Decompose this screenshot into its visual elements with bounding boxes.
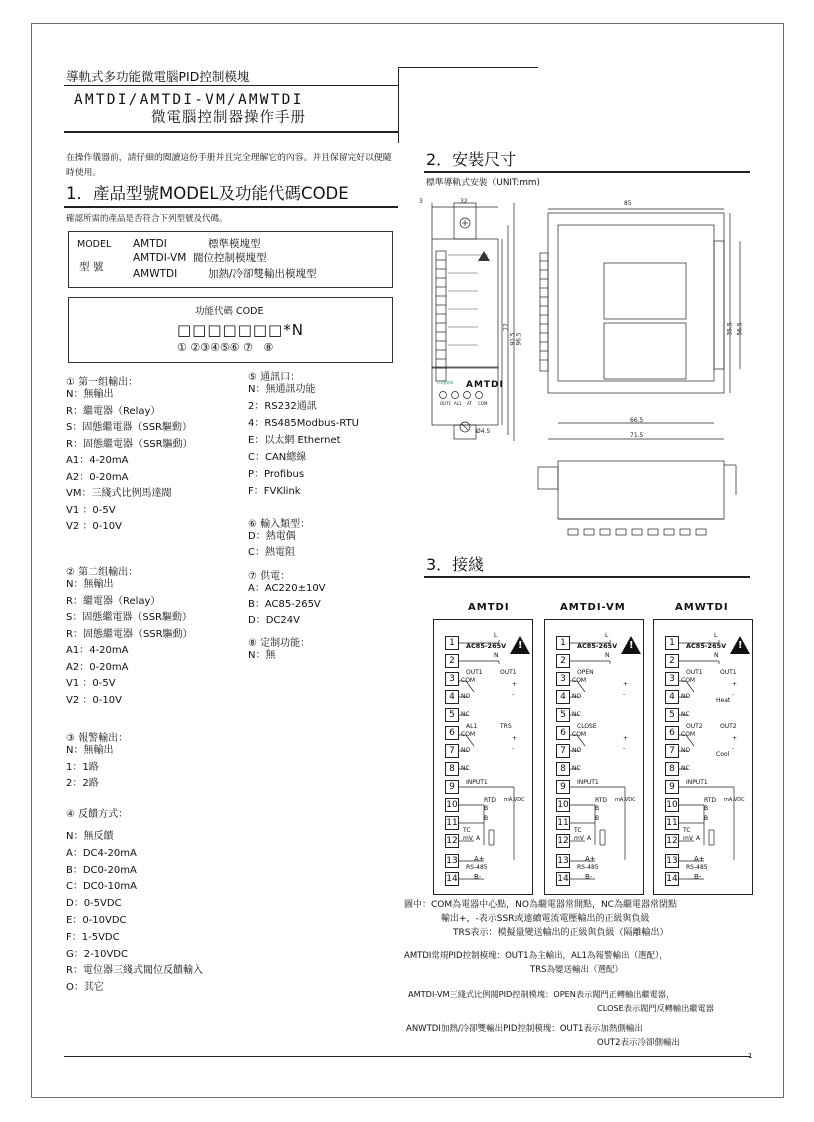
dim-77: 77 — [502, 323, 510, 331]
label-no: NO — [572, 747, 582, 754]
list-item: R：電位器三綫式閥位反饋輸入 — [66, 965, 203, 977]
list-item: A：DC4-20mA — [66, 847, 137, 859]
list-item: C：DC0-10mA — [66, 881, 137, 893]
terminal-8: 8 — [556, 762, 570, 776]
label-nc: NC — [461, 765, 470, 772]
section-2-rule — [424, 171, 750, 173]
label-nc: NC — [461, 711, 470, 718]
label-rs485: RS-485 — [686, 864, 708, 871]
label-plus: + — [732, 735, 738, 742]
terminal-2: 2 — [556, 654, 570, 668]
label-minus: - — [732, 745, 735, 752]
side-view-terminals — [540, 253, 548, 371]
bottom-view-body — [558, 461, 724, 519]
label-l: L — [714, 632, 718, 639]
label-b: B — [595, 805, 600, 812]
front-led-2 — [452, 392, 459, 399]
label-ma-vdc: mA,VDC — [615, 797, 636, 803]
terminal-4: 4 — [556, 690, 570, 704]
terminal-6-label: CLOSE — [577, 723, 597, 730]
label-b: B — [704, 815, 709, 822]
model-label-cn: 型 號 — [79, 261, 104, 273]
terminal-14: 14 — [557, 874, 569, 884]
list-item: C：熱電阻 — [248, 547, 295, 558]
wiring-panel-2 — [544, 619, 644, 895]
terminal-12: 12 — [666, 836, 678, 846]
device-port-2: AL1 — [454, 401, 462, 406]
label-rtd: RTD — [704, 797, 717, 804]
list-item: V2 ：0-10V — [66, 521, 122, 532]
section-3-rule — [424, 576, 750, 578]
confirm-text: 確認所需的產品是否符合下列型號及代碼。 — [66, 214, 228, 224]
label-rtd: RTD — [484, 797, 497, 804]
terminal-9: 9 — [445, 780, 459, 794]
list-item: 1：1路 — [66, 761, 99, 773]
section-3-heading: 3．接綫 — [426, 555, 485, 574]
label-plus: + — [512, 735, 518, 742]
note-4b: OUT2表示冷卻側輸出 — [597, 1038, 681, 1048]
label-input1: INPUT1 — [577, 779, 599, 786]
side-terminal-dividers — [540, 261, 548, 360]
terminal-3: 3 — [556, 672, 570, 686]
list-item: N：無反饋 — [66, 831, 114, 842]
model-name-1: AMTDI — [133, 238, 167, 250]
list-item: N：無輸出 — [66, 745, 114, 756]
dim-96-5: 96.5 — [515, 332, 523, 346]
terminal-6-label: OUT2 — [686, 723, 703, 730]
note-4a: ANWTDI加熱/冷卻雙輸出PID控制模塊：OUT1表示加熱側輸出 — [406, 1024, 643, 1034]
list-item: C：CAN總線 — [248, 452, 307, 463]
dim-66-5: 66.5 — [630, 417, 644, 424]
front-led-4 — [476, 392, 483, 399]
list-item: E：0-10VDC — [66, 915, 127, 926]
device-port-3: AT — [467, 401, 472, 406]
list-item: R：固態繼電器（SSR驅動） — [66, 438, 193, 450]
label-tc: TC — [463, 827, 471, 834]
list-item: B：AC85-265V — [248, 599, 321, 610]
code-boxes: □□□□□□□*N — [177, 321, 304, 339]
list-item: S：固態繼電器（SSR驅動） — [66, 612, 192, 623]
label-plus: + — [732, 681, 738, 688]
label-rtd: RTD — [595, 797, 608, 804]
list-g7-title: ⑦ 供電： — [248, 571, 291, 582]
side-rail-clip — [714, 241, 724, 369]
list-item: F：1-5VDC — [66, 931, 120, 943]
list-g6-title: ⑥ 輸入類型： — [248, 519, 311, 530]
terminal-1: 1 — [445, 636, 459, 650]
warning-icon: ! — [621, 636, 641, 654]
terminal-7: 7 — [445, 744, 459, 758]
label-plus: + — [512, 681, 518, 688]
model-name-3: AMWTDI — [133, 268, 178, 280]
list-item: R：固態繼電器（SSR驅動） — [66, 628, 193, 640]
terminal-6-label-b: OUT2 — [720, 723, 737, 730]
terminal-10: 10 — [666, 800, 678, 810]
front-mini-diagram — [448, 255, 488, 345]
terminal-6: 6 — [556, 726, 570, 740]
front-led-3 — [464, 392, 471, 399]
terminal-6-label: AL1 — [466, 723, 478, 730]
label-nc: NC — [681, 711, 690, 718]
label-ma-vdc: mA,VDC — [504, 797, 525, 803]
warning-icon: ! — [730, 636, 750, 654]
list-item: N：無輸出 — [66, 389, 114, 400]
dim-hole-4-5: Ø4.5 — [476, 428, 491, 435]
warning-mini — [478, 251, 490, 261]
output-label-heat: Heat — [716, 697, 731, 704]
list-item: 2：2路 — [66, 778, 99, 789]
dim-35-5: 35.5 — [726, 322, 734, 336]
terminal-3-label-b: OUT1 — [720, 669, 737, 676]
header-rule-top — [64, 85, 398, 86]
terminal-6-label-b: TRS — [500, 723, 512, 730]
dim-91-5: 91.5 — [509, 332, 517, 346]
wiring-panel-1 — [433, 619, 533, 895]
list-g3-title: ③ 報警輸出： — [66, 733, 129, 744]
list-item: 4：RS485Modbus-RTU — [248, 418, 359, 429]
terminal-7: 7 — [556, 744, 570, 758]
label-l: L — [494, 632, 498, 639]
ac-supply-label: AC85-265V — [686, 642, 727, 650]
device-port-1: OUT1 — [440, 401, 452, 406]
list-g4-title: ④ 反饋方式： — [66, 809, 129, 820]
dim-56-5: 56.5 — [736, 322, 744, 336]
section-2-heading: 2．安裝尺寸 — [426, 150, 517, 169]
label-no: NO — [681, 747, 691, 754]
footer-rule — [64, 1056, 750, 1057]
list-item: A1：4-20mA — [66, 645, 129, 656]
dimension-drawing — [418, 195, 752, 550]
list-item: N：無通訊功能 — [248, 384, 316, 395]
terminal-13: 13 — [446, 856, 458, 866]
terminal-2: 2 — [665, 654, 679, 668]
model-desc-3: 加熱/冷卻雙輸出模塊型 — [208, 268, 317, 280]
list-item: R：繼電器（Relay） — [66, 595, 161, 607]
side-view-window-1 — [604, 263, 686, 319]
list-item: 2：RS232通訊 — [248, 401, 317, 412]
label-n: N — [494, 652, 499, 659]
terminal-11: 11 — [666, 818, 678, 828]
list-item: A2：0-20mA — [66, 471, 129, 483]
terminal-12: 12 — [446, 836, 458, 846]
label-no: NO — [572, 693, 582, 700]
terminal-8: 8 — [445, 762, 459, 776]
list-item: F：FVKlink — [248, 486, 301, 497]
title-line-2: AMTDI/AMTDI-VM/AMWTDI — [74, 92, 304, 108]
list-item: V2 ：0-10V — [66, 694, 122, 706]
terminal-9: 9 — [556, 780, 570, 794]
label-no: NO — [681, 693, 691, 700]
list-item: A：AC220±10V — [248, 583, 326, 594]
label-com: COM — [461, 731, 476, 738]
label-b-minus: B- — [585, 873, 593, 881]
terminal-3-label: OPEN — [577, 669, 594, 676]
terminal-5: 5 — [556, 708, 570, 722]
terminal-3-label-b: OUT1 — [500, 669, 517, 676]
terminal-3-label: OUT1 — [686, 669, 703, 676]
intro-text: 在操作儀器前，請仔細的閱讀這份手册并且完全理解它的內容。并且保留完好以便隨時使用。 — [66, 153, 392, 178]
label-minus: - — [623, 745, 626, 752]
note-1a: 圖中：COM為電器中心點，NO為繼電器常開點，NC為繼電器常閉點 — [404, 900, 677, 910]
model-label: MODEL — [77, 239, 112, 250]
label-a-plus: A+ — [585, 855, 596, 863]
page-number: 1 — [748, 1052, 753, 1060]
terminal-1: 1 — [556, 636, 570, 650]
label-n: N — [714, 652, 719, 659]
terminal-5: 5 — [445, 708, 459, 722]
terminal-14: 14 — [666, 874, 678, 884]
label-mv: mV — [683, 835, 693, 842]
note-2b: TRS為變送輸出（選配） — [530, 965, 623, 975]
ac-supply-label: AC85-265V — [577, 642, 618, 650]
list-item: N：無輸出 — [66, 579, 114, 590]
terminal-11: 11 — [446, 818, 458, 828]
label-nc: NC — [572, 765, 581, 772]
list-item: P：Profibus — [248, 469, 305, 480]
label-a: A — [696, 835, 701, 842]
note-1c: TRS表示：模擬量變送輸出的正級與負級（隔離輸出） — [453, 928, 669, 938]
front-terminal-dividers — [436, 260, 446, 368]
output-label-cool: Cool — [716, 751, 730, 758]
dim-71-5: 71.5 — [630, 432, 644, 439]
label-nc: NC — [572, 711, 581, 718]
terminal-14: 14 — [446, 874, 458, 884]
label-plus: + — [623, 681, 629, 688]
terminal-9: 9 — [665, 780, 679, 794]
label-plus: + — [623, 735, 629, 742]
terminal-4: 4 — [445, 690, 459, 704]
label-minus: - — [732, 691, 735, 698]
note-3a: AMTDI-VM三綫式比例閥PID控制模塊：OPEN表示閥門正轉輸出繼電器， — [408, 989, 675, 999]
section-1-rule — [64, 206, 398, 208]
label-b: B — [595, 815, 600, 822]
side-view-body — [548, 213, 724, 393]
device-port-4: COM — [478, 401, 488, 406]
label-minus: - — [512, 691, 515, 698]
title-line-1: 導軌式多功能微電腦PID控制模塊 — [66, 69, 250, 84]
list-item: O：其它 — [66, 982, 104, 994]
list-item: V1 ：0-5V — [66, 678, 116, 689]
note-1b: 輸出+，-表示SSR或連續電流電壓輸出的正級與負級 — [441, 914, 650, 924]
front-terminal-strip — [436, 251, 446, 381]
model-box — [68, 231, 393, 288]
label-com: COM — [572, 677, 587, 684]
title-line-3: 微電腦控制器操作手册 — [151, 110, 306, 126]
dim-32: 32 — [460, 198, 468, 205]
terminal-1: 1 — [665, 636, 679, 650]
model-desc-2: 閥位控制模塊型 — [193, 252, 267, 264]
label-no: NO — [461, 747, 471, 754]
label-minus: - — [623, 691, 626, 698]
list-g5-title: ⑤ 通訊口： — [248, 372, 301, 383]
device-label: AMTDI — [466, 380, 504, 390]
list-item: A1：4-20mA — [66, 455, 129, 466]
label-b: B — [484, 805, 489, 812]
model-name-2: AMTDI-VM — [133, 252, 187, 264]
header-rule-vertical — [398, 67, 399, 143]
dim-85: 85 — [624, 200, 632, 207]
dim-3: 3 — [419, 198, 423, 205]
panel-title-3: AMWTDI — [675, 602, 729, 613]
label-rs485: RS-485 — [466, 864, 488, 871]
terminal-10: 10 — [446, 800, 458, 810]
wiring-panel-3 — [653, 619, 753, 895]
label-nc: NC — [681, 765, 690, 772]
label-input1: INPUT1 — [466, 779, 488, 786]
panel-title-1: AMTDI — [468, 602, 510, 613]
header-rule-right — [398, 67, 538, 68]
note-2a: AMTDI常規PID控制模塊：OUT1為主輸出，AL1為報警輸出（選配）， — [404, 951, 668, 961]
list-item: N：無 — [248, 650, 276, 661]
label-mv: mV — [574, 835, 584, 842]
terminal-7: 7 — [665, 744, 679, 758]
front-led-1 — [440, 392, 447, 399]
label-com: COM — [681, 677, 696, 684]
terminal-3-label: OUT1 — [466, 669, 483, 676]
terminal-10: 10 — [557, 800, 569, 810]
list-item: V1 ：0-5V — [66, 504, 116, 516]
install-subtitle: 標準導軌式安裝（UNIT:mm) — [426, 178, 540, 188]
label-b: B — [484, 815, 489, 822]
device-brand: ruijiesi — [437, 380, 454, 386]
list-item: G：2-10VDC — [66, 948, 128, 960]
label-n: N — [605, 652, 610, 659]
label-a-plus: A+ — [694, 855, 705, 863]
terminal-4: 4 — [665, 690, 679, 704]
terminal-6: 6 — [665, 726, 679, 740]
terminal-5: 5 — [665, 708, 679, 722]
list-item: S：固態繼電器（SSR驅動） — [66, 422, 192, 433]
label-b-minus: B- — [694, 873, 702, 881]
terminal-6: 6 — [445, 726, 459, 740]
terminal-2: 2 — [445, 654, 459, 668]
label-a: A — [476, 835, 481, 842]
side-view-inner — [558, 225, 714, 381]
list-item: R：繼電器（Relay） — [66, 405, 161, 417]
label-a: A — [587, 835, 592, 842]
label-b-minus: B- — [474, 873, 482, 881]
code-box — [68, 297, 393, 363]
label-rs485: RS-485 — [577, 864, 599, 871]
label-com: COM — [461, 677, 476, 684]
terminal-13: 13 — [666, 856, 678, 866]
terminal-3: 3 — [665, 672, 679, 686]
list-item: D：熱電偶 — [248, 531, 296, 542]
header-rule-bottom — [64, 131, 398, 133]
label-mv: mV — [463, 835, 473, 842]
side-view-window-2 — [604, 323, 686, 379]
terminal-12: 12 — [557, 836, 569, 846]
terminal-8: 8 — [665, 762, 679, 776]
list-item: A2：0-20mA — [66, 661, 129, 673]
label-tc: TC — [574, 827, 582, 834]
list-item: D：0-5VDC — [66, 898, 122, 910]
model-desc-1: 標準模塊型 — [208, 238, 261, 250]
label-ma-vdc: mA,VDC — [724, 797, 745, 803]
warning-icon: ! — [510, 636, 530, 654]
list-g8-title: ⑧ 定制功能： — [248, 638, 311, 649]
label-tc: TC — [683, 827, 691, 834]
label-no: NO — [461, 693, 471, 700]
list-item: D：DC24V — [248, 615, 300, 626]
bottom-view-tab — [538, 467, 558, 489]
label-com: COM — [681, 731, 696, 738]
terminal-11: 11 — [557, 818, 569, 828]
label-a-plus: A+ — [474, 855, 485, 863]
list-g2-title: ② 第二组輸出： — [66, 567, 139, 578]
terminal-3: 3 — [445, 672, 459, 686]
code-index: ① ②③④⑤⑥ ⑦ ⑧ — [177, 341, 274, 354]
label-com: COM — [572, 731, 587, 738]
ac-supply-label: AC85-265V — [466, 642, 507, 650]
list-item: E：以太網 Ethernet — [248, 435, 341, 446]
panel-title-2: AMTDI-VM — [560, 602, 626, 613]
list-item: B：DC0-20mA — [66, 864, 137, 876]
list-g1-title: ① 第一组輸出： — [66, 377, 139, 388]
label-minus: - — [512, 745, 515, 752]
list-item: VM：三綫式比例馬達閥 — [66, 488, 172, 499]
note-3b: CLOSE表示閥門反轉輸出繼電器 — [597, 1003, 714, 1013]
code-title: 功能代碼 CODE — [195, 306, 264, 317]
label-b: B — [704, 805, 709, 812]
label-l: L — [605, 632, 609, 639]
bottom-view-slots — [568, 529, 706, 535]
label-input1: INPUT1 — [686, 779, 708, 786]
section-1-heading: 1．產品型號MODEL及功能代碼CODE — [66, 184, 349, 203]
terminal-13: 13 — [557, 856, 569, 866]
